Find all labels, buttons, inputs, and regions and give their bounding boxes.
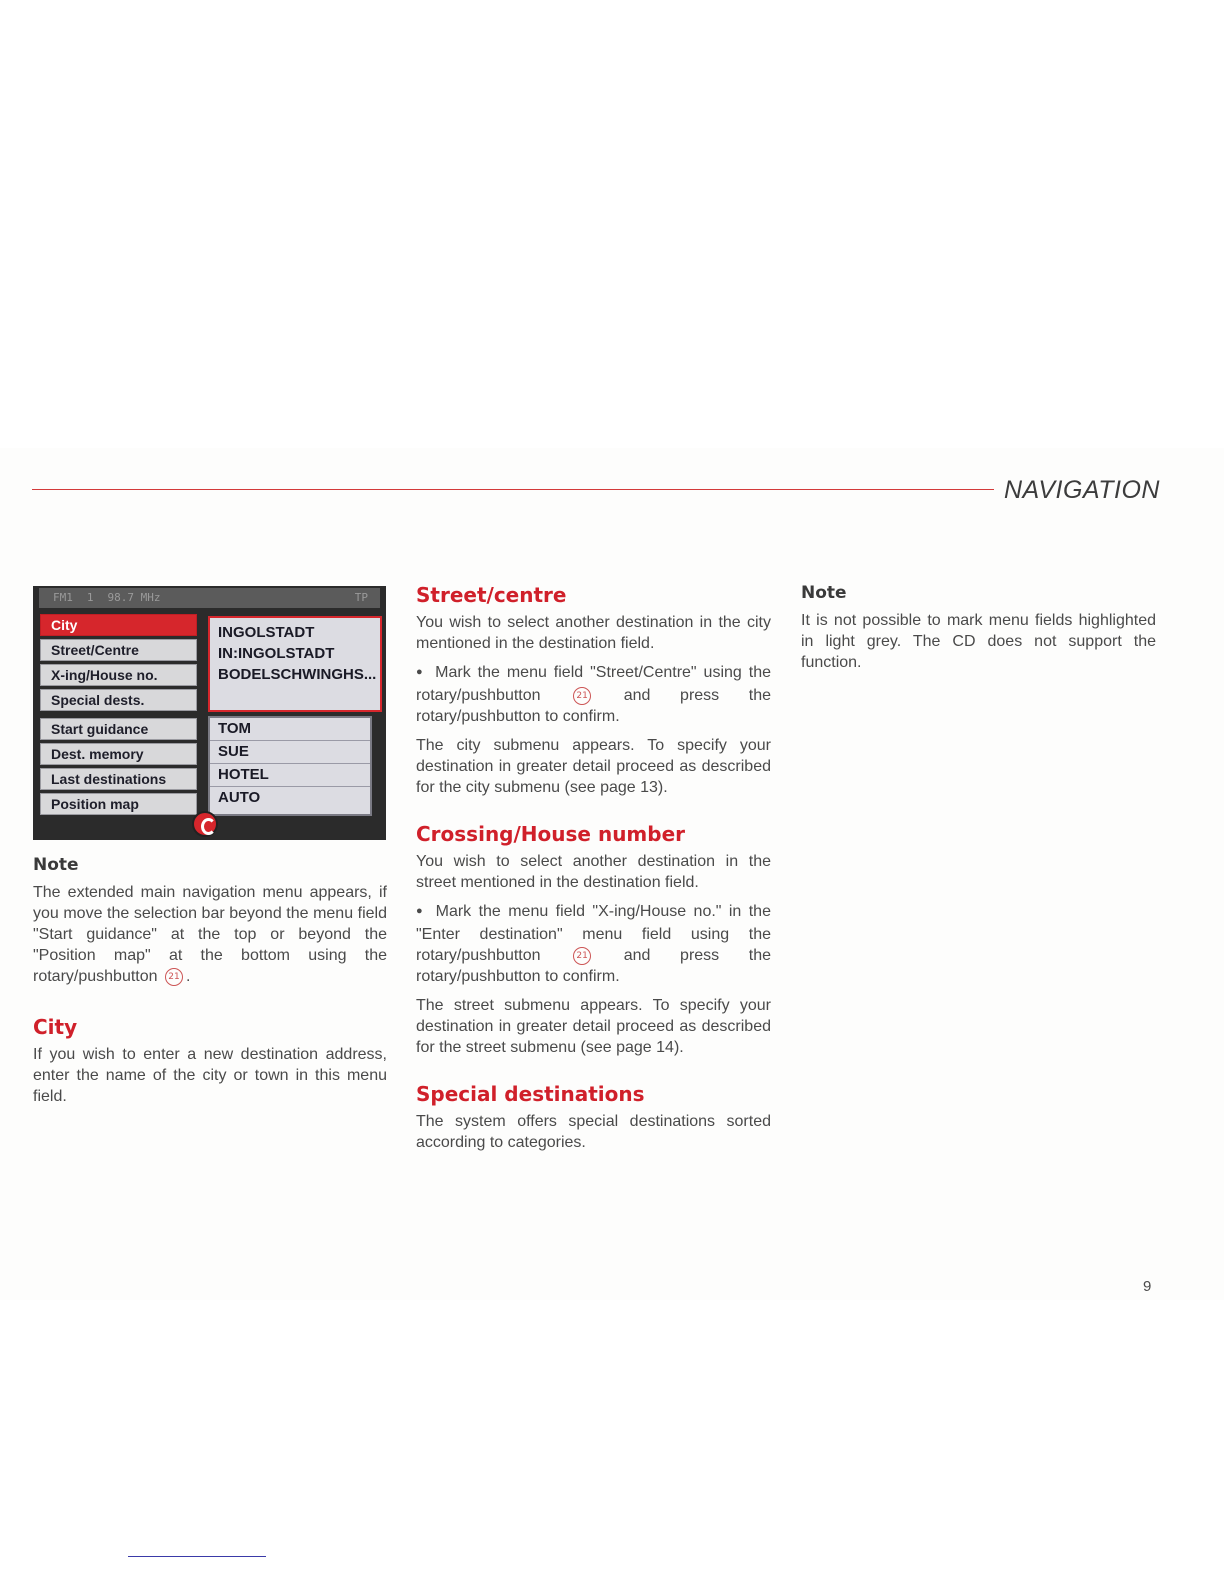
header-rule [32, 489, 994, 490]
destination-panel [208, 616, 382, 712]
menu-item-crossing-house[interactable]: X-ing/House no. [40, 664, 197, 686]
status-band: FM1 [53, 591, 73, 604]
menu-item-dest-memory[interactable]: Dest. memory [40, 743, 197, 765]
destination-line: IN:INGOLSTADT [218, 645, 335, 662]
page-number: 9 [1143, 1278, 1152, 1295]
street-centre-instruction: ● Mark the menu field "Street/Centre" using the rotary/pushbutton 21 and press the rotary/pushbutton to confirm. [416, 662, 771, 727]
crossing-house-result: The street submenu appears. To specify your destination in greater detail proceed as described for the street submenu (see page 14). [416, 997, 771, 1056]
menu-item-city[interactable]: City [40, 614, 197, 636]
note-heading: Note [801, 583, 847, 603]
street-centre-result: The city submenu appears. To specify your destination in greater detail proceed as described for the city submenu (see page 13). [416, 737, 771, 796]
note-heading: Note [33, 855, 79, 875]
destination-line: INGOLSTADT [218, 624, 315, 641]
note-text: The extended main navigation menu appears, if you move the selection bar beyond the menu field "Start guidance" at the top or beyond the "Position map" at the bottom using the rotary/pushbutton 21 . [33, 884, 387, 985]
menu-item-street-centre[interactable]: Street/Centre [40, 639, 197, 661]
city-heading: City [33, 1015, 78, 1039]
left-column [33, 855, 387, 1115]
status-frequency: 98.7 MHz [107, 591, 161, 604]
menu-item-position-map[interactable]: Position map [40, 793, 197, 815]
status-bar [39, 588, 380, 608]
special-destinations-heading: Special destinations [416, 1082, 645, 1106]
callout-badge: 21 [165, 968, 183, 986]
note-text: It is not possible to mark menu fields highlighted in light grey. The CD does not support the function. [801, 612, 1156, 671]
crossing-house-intro: You wish to select another destination in the street mentioned in the destination field. [416, 853, 771, 891]
right-column [801, 583, 1156, 681]
menu-item-last-destinations[interactable]: Last destinations [40, 768, 197, 790]
memory-entry: TOM [210, 718, 370, 741]
memory-entry: SUE [210, 741, 370, 764]
status-preset: 1 [86, 591, 94, 604]
street-centre-heading: Street/centre [416, 583, 567, 607]
middle-column [416, 585, 771, 1161]
callout-badge: 21 [573, 687, 591, 705]
status-tp: TP [354, 591, 368, 604]
menu-item-start-guidance[interactable]: Start guidance [40, 718, 197, 740]
memory-panel [208, 716, 372, 816]
callout-badge: 21 [573, 947, 591, 965]
crossing-house-heading: Crossing/House number [416, 822, 686, 846]
special-destinations-text: The system offers special destinations sorted according to categories. [416, 1113, 771, 1151]
city-text: If you wish to enter a new destination address, enter the name of the city or town in this menu field. [33, 1046, 387, 1105]
rotary-pushbutton-icon [192, 811, 218, 837]
memory-entry: AUTO [218, 789, 261, 806]
section-title: NAVIGATION [1004, 476, 1160, 504]
crossing-house-instruction: ● Mark the menu field "X-ing/House no." in the "Enter destination" menu field using the rotary/pushbutton 21 and press the rotary/pushbutton to confirm. [416, 901, 771, 987]
menu-item-special-dests[interactable]: Special dests. [40, 689, 197, 711]
destination-line: BODELSCHWINGHS... [218, 666, 377, 683]
bottom-rule [128, 1556, 266, 1557]
street-centre-intro: You wish to select another destination in the city mentioned in the destination field. [416, 614, 771, 652]
memory-entry: HOTEL [210, 764, 370, 787]
